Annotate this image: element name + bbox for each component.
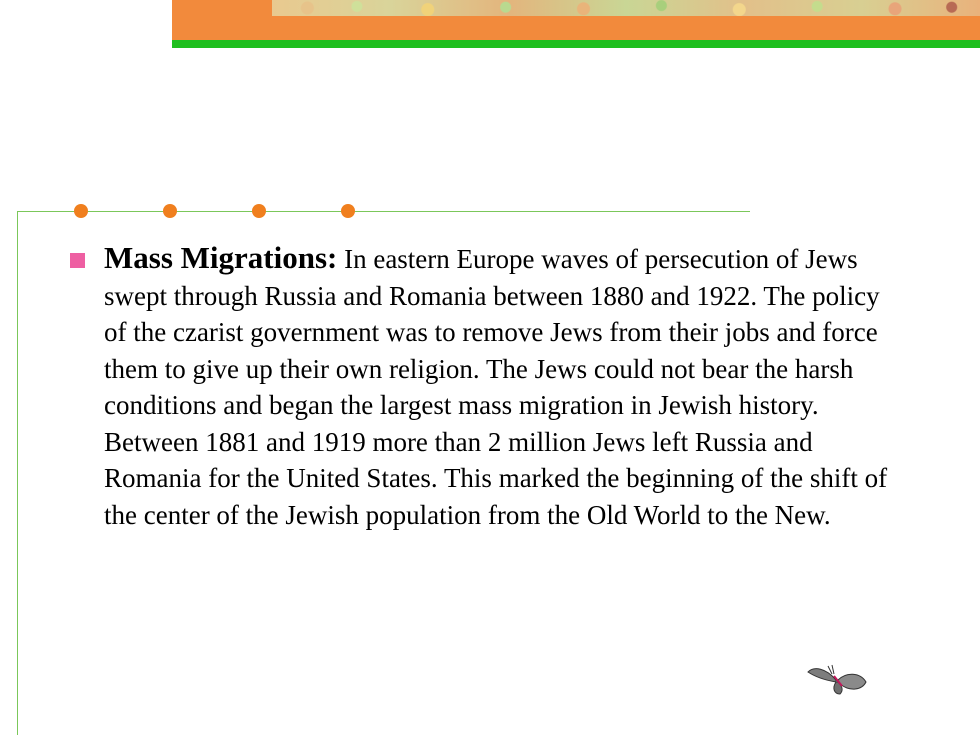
decor-dot	[341, 204, 355, 218]
decor-dot	[252, 204, 266, 218]
header-banner	[172, 0, 980, 40]
banner-floral-texture	[272, 0, 980, 16]
frame-top-line	[17, 211, 750, 212]
slide-paragraph: In eastern Europe waves of persecution of Jews swept through Russia and Romania between 1880 and 1922. The policy of the czarist government was to remove Jews from their jobs and force them to give up their own religion. The Jews could not bear the harsh conditions and began the largest mass migration in Jewish history. Between 1881 and 1919 more than 2 million Jews left Russia and Romania for the United States. This marked the beginning of the shift of the center of the Jewish population from the Old World to the New.	[104, 244, 888, 530]
bullet-marker	[70, 253, 85, 268]
banner-green-stripe	[172, 40, 980, 48]
butterfly-icon	[806, 660, 870, 700]
slide-heading: Mass Migrations:	[104, 240, 338, 275]
decor-dot	[163, 204, 177, 218]
frame-left-line	[17, 211, 18, 735]
slide-body-text	[104, 240, 894, 533]
decor-dot	[74, 204, 88, 218]
